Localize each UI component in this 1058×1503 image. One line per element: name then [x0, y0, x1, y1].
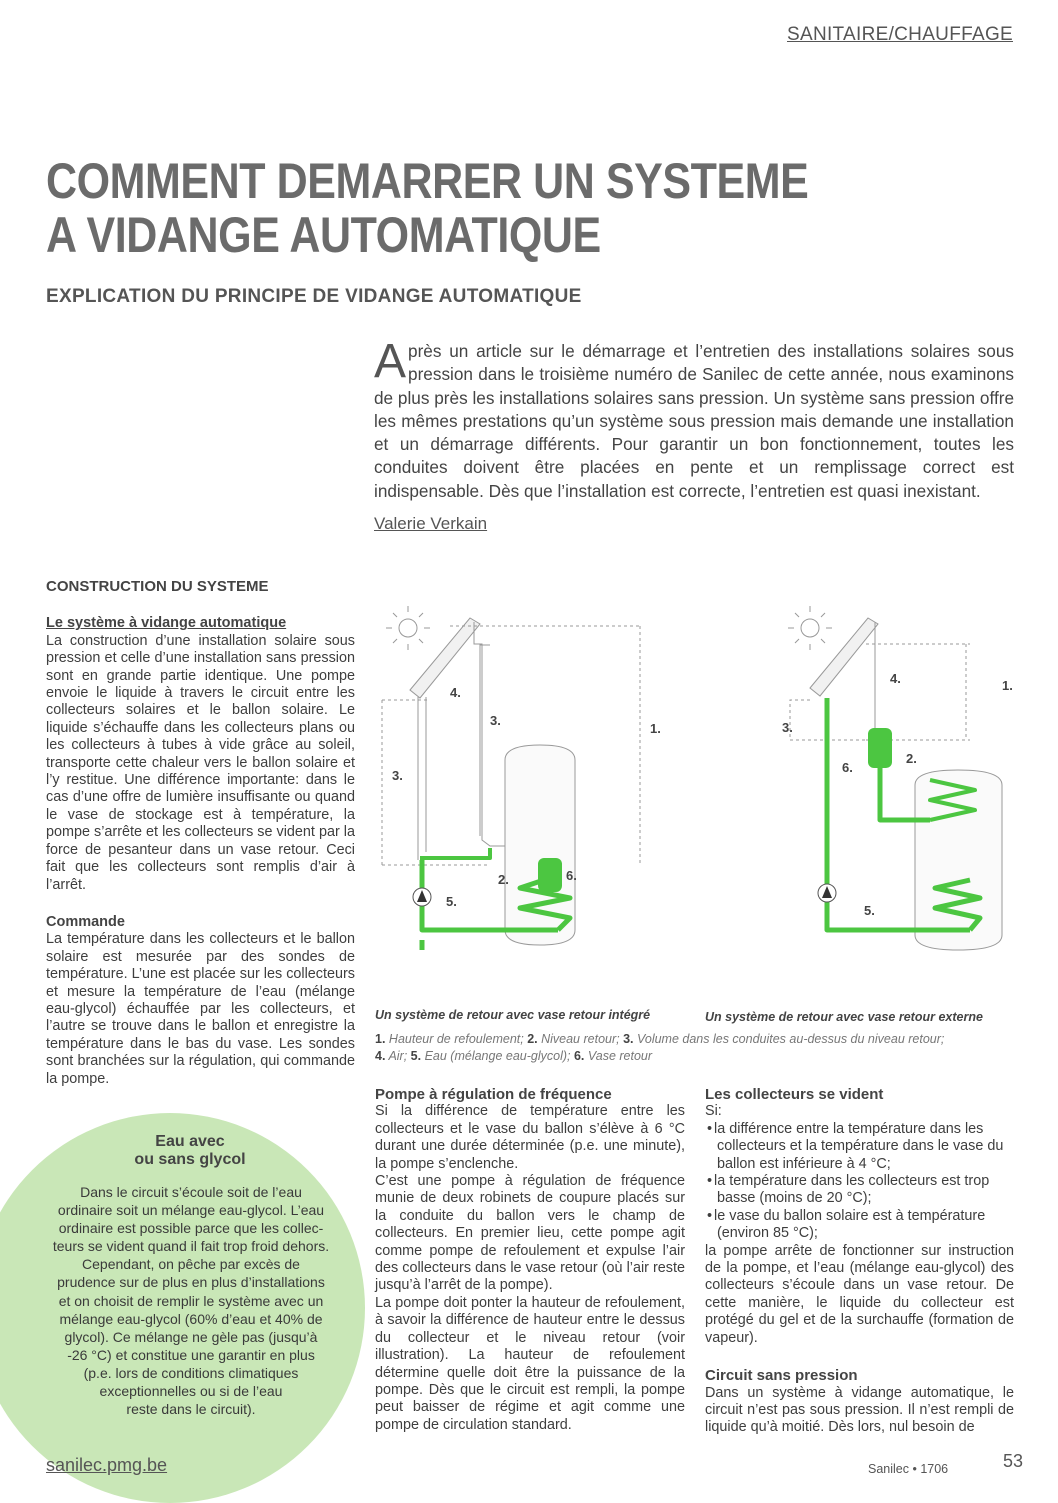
- title-line-1: COMMENT DEMARRER UN SYSTEME: [46, 153, 809, 209]
- sidebar-line: reste dans le circuit).: [126, 1401, 256, 1418]
- label-4-right: 4.: [890, 671, 901, 686]
- heading-collecteurs: Les collecteurs se vident: [705, 1086, 884, 1103]
- left-column: [46, 578, 355, 1108]
- paragraph-si: Si:: [705, 1103, 722, 1120]
- legend-text: Eau (mélange eau-glycol);: [421, 1049, 574, 1063]
- label-1-right: 1.: [1002, 678, 1013, 693]
- page-number: 53: [1003, 1451, 1024, 1471]
- paragraph-commande: La température dans les collecteurs et le ballon solaire est mesurée par des sondes de température. L’une est placée sur les collecteurs et mesure la température de l’eau (mélange eau-glycol) échauffée par les collecteurs, et l’autre se trouve dans le ballon et enregistre la température dans le bas du vase. Les sondes sont branchées sur la régulation, qui commande la pompe.: [46, 931, 355, 1087]
- label-5-right: 5.: [864, 903, 875, 918]
- list-item: • le vase du ballon solaire est à température (environ 85 °C);: [705, 1208, 1014, 1243]
- heading-circuit: Circuit sans pression: [705, 1367, 858, 1385]
- label-3a-left: 3.: [392, 768, 403, 783]
- section-heading: CONSTRUCTION DU SYSTEME: [46, 578, 269, 595]
- sidebar-line: et on choisit de remplir le système avec un: [58, 1292, 324, 1309]
- label-3b-left: 3.: [490, 713, 501, 728]
- sidebar-line: prudence sur de plus en plus d’installations: [57, 1274, 325, 1291]
- solar-system-diagram: [370, 600, 1030, 1000]
- label-6-left: 6.: [566, 868, 577, 883]
- sidebar-line: mélange eau-glycol (60% d’eau et 40% de: [59, 1310, 323, 1327]
- figure-caption-left: Un système de retour avec vase retour intégré: [375, 1008, 651, 1022]
- sidebar-line: Cependant, on pêche par excès de: [82, 1256, 300, 1273]
- title-line-2: A VIDANGE AUTOMATIQUE: [46, 207, 601, 263]
- article-subtitle: EXPLICATION DU PRINCIPE DE VIDANGE AUTOMATIQUE: [46, 286, 582, 307]
- legend-text: Volume dans les conduites au-dessus du niveau retour;: [633, 1032, 945, 1046]
- sidebar-line: -26 °C) et constitue une garantir en plus: [67, 1346, 315, 1363]
- figure-caption-right: Un système de retour avec vase retour externe: [705, 1010, 983, 1024]
- solar-collector-right: [790, 618, 970, 740]
- author-link[interactable]: Valerie Verkain: [374, 514, 488, 533]
- sidebar-title-line-2: ou sans glycol: [134, 1151, 246, 1168]
- sidebar-title: [100, 1133, 280, 1169]
- sidebar-title-line-1: Eau avec: [155, 1133, 225, 1150]
- label-2-left: 2.: [498, 872, 509, 887]
- legend-num: 3.: [623, 1032, 634, 1046]
- paragraph-pompe-3: La pompe doit ponter la hauteur de refoulement, à savoir la différence de hauteur entre le dessus du collecteur et le niveau retour (voir illustration). La hauteur de refoulement détermine quelle doit être la puissance de la pompe. Dès que le circuit est rempli, la pompe peut baisser de régime et agit comme une pompe de circulation standard.: [375, 1294, 685, 1433]
- legend-text: Air;: [385, 1049, 411, 1063]
- article-title: [46, 154, 820, 262]
- paragraph-pompe-2: C’est une pompe à régulation de fréquence munie de deux robinets de coupure placés sur la conduite du ballon vers le champ de collecteurs. En premier lieu, cette pompe agit comme pompe de refoulement et expulse l’air des collecteurs dans le vase retour (où l’air reste jusqu’à l’arrêt de la pompe).: [375, 1173, 685, 1294]
- conditions-list: [705, 1121, 1014, 1243]
- sidebar-line: ordinaire est possible parce que les collec-: [58, 1220, 324, 1237]
- right-column: [705, 1086, 1014, 1437]
- sidebar-line: exceptionnelles ou si de l’eau: [99, 1383, 283, 1400]
- legend-num: 4.: [375, 1049, 386, 1063]
- return-vessel-right: [868, 728, 892, 768]
- drop-cap: A: [374, 335, 407, 388]
- sidebar-line: teurs se vident quand il fait trop froid dehors.: [52, 1238, 330, 1255]
- sun-icon: [788, 606, 832, 650]
- return-vessel-left: [538, 858, 562, 892]
- label-3-right: 3.: [782, 720, 793, 735]
- sidebar-line: glycol). Ce mélange ne gèle pas (jusqu’à: [64, 1328, 318, 1345]
- label-6-right: 6.: [842, 760, 853, 775]
- label-2-right: 2.: [906, 751, 917, 766]
- storage-tank-right: [915, 770, 1002, 950]
- intro-paragraph: [374, 335, 1014, 503]
- figure-legend: [375, 1031, 1005, 1065]
- legend-num: 2.: [527, 1032, 538, 1046]
- subheading-commande: Commande: [46, 913, 125, 930]
- sidebar-line: (p.e. lors de conditions climatiques: [83, 1364, 299, 1381]
- subheading-vidange: Le système à vidange automatique: [46, 615, 287, 632]
- sidebar-line: ordinaire soit un mélange eau-glycol. L’eau: [57, 1202, 325, 1219]
- legend-num: 5.: [410, 1049, 422, 1063]
- intro-text: près un article sur le démarrage et l’entretien des installations solaires sous pression dans le troisième numéro de Sanilec de cette année, nous examinons de plus près les installations solaires sans pression. Un système sans pression offre les mêmes prestations qu’un système sous pression mais demande une installation et un démarrage différents. Pour garantir un bon fonctionnement, toutes les conduites doivent être placées en pente et un remplissage correct est indispensable. Dès que l’installation est correcte, l’entretien est quasi inexistant.: [374, 341, 1014, 501]
- paragraph-vidange: La construction d’une installation solaire sous pression et celle d’une installation sans pression sont en grande partie identique. Une pompe envoie le liquide à travers le circuit entre les collecteurs solaires et le ballon solaire. Le liquide s’échauffe dans les collecteurs plans ou les collecteurs à tubes à vide grâce au soleil, transporte cette chaleur vers le ballon solaire et l’y restitue. Une différence importante: dans le cas d’une offre de lumière insuffisante ou quand le vase de stockage est à température, la pompe s’arrête et les collecteurs se vident par la force de pesanteur dans un vase retour. Ceci fait que les collecteurs sont remplis d’air à l’arrêt.: [46, 632, 355, 893]
- sidebar-line: Dans le circuit s’écoule soit de l’eau: [80, 1184, 302, 1200]
- paragraph-arret: la pompe arrête de fonctionner sur instruction de la pompe, et l’eau (mélange eau-glycol) des collecteurs s’écoule dans un vase retour. De cette manière, le liquide du collecteur est protégé du gel et de la surchauffe (formation de vapeur).: [705, 1242, 1014, 1346]
- list-item: • la température dans les collecteurs est trop basse (moins de 20 °C);: [705, 1173, 1014, 1208]
- section-tag: SANITAIRE/CHAUFFAGE: [787, 24, 1013, 45]
- legend-text: Hauteur de refoulement;: [385, 1032, 528, 1046]
- label-5-left: 5.: [446, 894, 457, 909]
- heading-pompe: Pompe à régulation de fréquence: [375, 1086, 612, 1103]
- label-1-left: 1.: [650, 721, 661, 736]
- legend-num: 6.: [573, 1049, 585, 1063]
- paragraph-circuit: Dans un système à vidange automatique, le circuit n’est pas sous pression. Il n’est rempli de liquide qu’à moitié. Dès lors, nul besoin de: [705, 1384, 1014, 1436]
- legend-num: 1.: [375, 1032, 386, 1046]
- sidebar-text: [44, 1183, 338, 1418]
- legend-text: Vase retour: [584, 1049, 653, 1063]
- legend-text: Niveau retour;: [537, 1032, 624, 1046]
- footer-url-link[interactable]: sanilec.pmg.be: [46, 1455, 168, 1475]
- footer-magazine: Sanilec • 1706: [868, 1462, 949, 1476]
- paragraph-pompe-1: Si la différence de température entre les collecteurs et le vase du ballon s’élève à 6 °C durant une durée déterminée (p.e. une minute), la pompe s’enclenche.: [375, 1103, 685, 1172]
- list-item: • la différence entre la température dans les collecteurs et la température dans le vase du ballon est inférieure à 4 °C;: [705, 1121, 1014, 1173]
- sun-icon: [386, 606, 430, 650]
- middle-column: [375, 1086, 685, 1434]
- label-4-left: 4.: [450, 685, 461, 700]
